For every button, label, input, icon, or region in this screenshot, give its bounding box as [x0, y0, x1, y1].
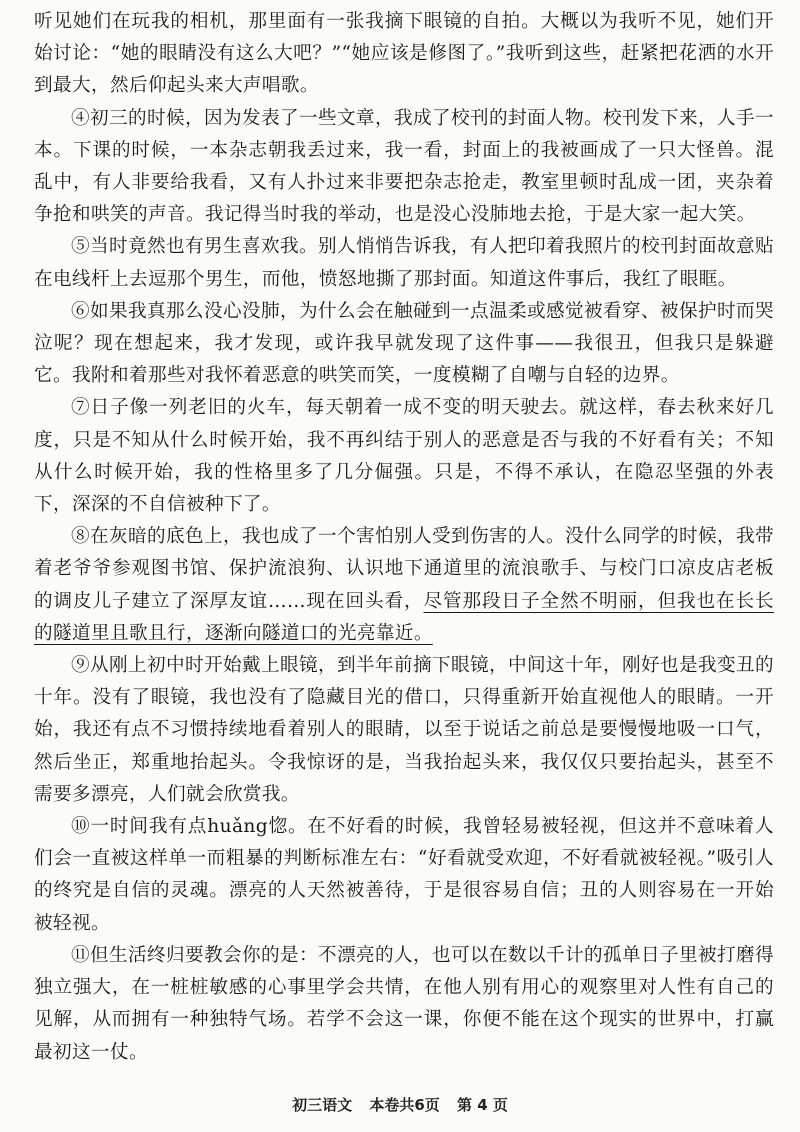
paragraph-9: ⑨从刚上初中时开始戴上眼镜，到半年前摘下眼镜，中间这十年，刚好也是我变丑的十年。没有了眼镜，我也没有了隐藏目光的借口，只得重新开始直视他人的眼睛。一开始，我还有点不习惯持续地看着别人的眼睛，以至于说话之前总是要慢慢地吸一口气，然后坐正，郑重地抬起头。令我惊讶的是，当我抬起头来，我仅仅只要抬起头，甚至不需要多漂亮，人们就会欣赏我。 — [34, 655, 774, 805]
paragraph-8-text: ⑧在灰暗的底色上，我也成了一个害怕别人受到伤害的人。没什么同学的时候，我带着老爷爷参观图书馆、保护流浪狗、认识地下通道里的流浪歌手、与校门口凉皮店老板的调皮儿子建立了深厚友谊……现在回头看， — [34, 526, 774, 612]
paragraph-continuation: 听见她们在玩我的相机，那里面有一张我摘下眼镜的自拍。大概以为我听不见，她们开始讨论：“她的眼睛没有这么大吧？”“她应该是修图了。”我听到这些，赶紧把花洒的水开到最大，然后仰起头来大声唱歌。 — [34, 11, 774, 97]
page-footer — [0, 1094, 800, 1115]
footer-total-pages: 本卷共6页 — [369, 1096, 440, 1114]
paragraph-11: ⑪但生活终归要教会你的是：不漂亮的人，也可以在数以千计的孤单日子里被打磨得独立强大，在一桩桩敏感的心事里学会共情，在他人别有用心的观察里对人性有自己的见解，从而拥有一种独特气场。若学不会这一课，你便不能在这个现实的世界中，打赢最初这一仗。 — [34, 944, 774, 1063]
paragraph-5: ⑤当时竟然也有男生喜欢我。别人悄悄告诉我，有人把印着我照片的校刊封面故意贴在电线杆上去逗那个男生，而他，愤怒地撕了那封面。知道这件事后，我红了眼眶。 — [34, 236, 774, 290]
paragraph-10: ⑩一时间我有点huǎng惚。在不好看的时候，我曾轻易被轻视，但这并不意味着人们会一直被这样单一而粗暴的判断标准左右：“好看就受欢迎，不好看就被轻视。”吸引人的终究是自信的灵魂。漂亮的人天然被善待，于是很容易自信；丑的人则容易在一开始被轻视。 — [34, 816, 774, 934]
footer-page-number: 第 4 页 — [457, 1096, 508, 1114]
paragraph-8 — [34, 521, 774, 650]
article-body — [34, 6, 774, 1069]
footer-subject: 初三语文 — [292, 1096, 353, 1114]
paragraph-4: ④初三的时候，因为发表了一些文章，我成了校刊的封面人物。校刊发下来，人手一本。下课的时候，一本杂志朝我丢过来，我一看，封面上的我被画成了一只大怪兽。混乱中，有人非要给我看，又有人扑过来非要把杂志抢走，教室里顿时乱成一团，夹杂着争抢和哄笑的声音。我记得当时我的举动，也是没心没肺地去抢，于是大家一起大笑。 — [34, 107, 774, 226]
paragraph-6: ⑥如果我真那么没心没肺，为什么会在触碰到一点温柔或感觉被看穿、被保护时而哭泣呢？现在想起来，我才发现，或许我早就发现了这件事——我很丑，但我只是躲避它。我附和着那些对我怀着恶意的哄笑而笑，一度模糊了自嘲与自轻的边界。 — [34, 300, 774, 387]
paragraph-8-underlined-sentence: 尽管那段日子全然不明丽，但我也在长长的隧道里且歌且行，逐渐向隧道口的光亮靠近。 — [34, 590, 774, 644]
paragraph-7: ⑦日子像一列老旧的火车，每天朝着一成不变的明天驶去。就这样，春去秋来好几度，只是不知从什么时候开始，我不再纠结于别人的恶意是否与我的不好看有关；不知从什么时候开始，我的性格里多了几分倔强。只是，不得不承认，在隐忍坚强的外表下，深深的不自信被种下了。 — [34, 397, 774, 516]
